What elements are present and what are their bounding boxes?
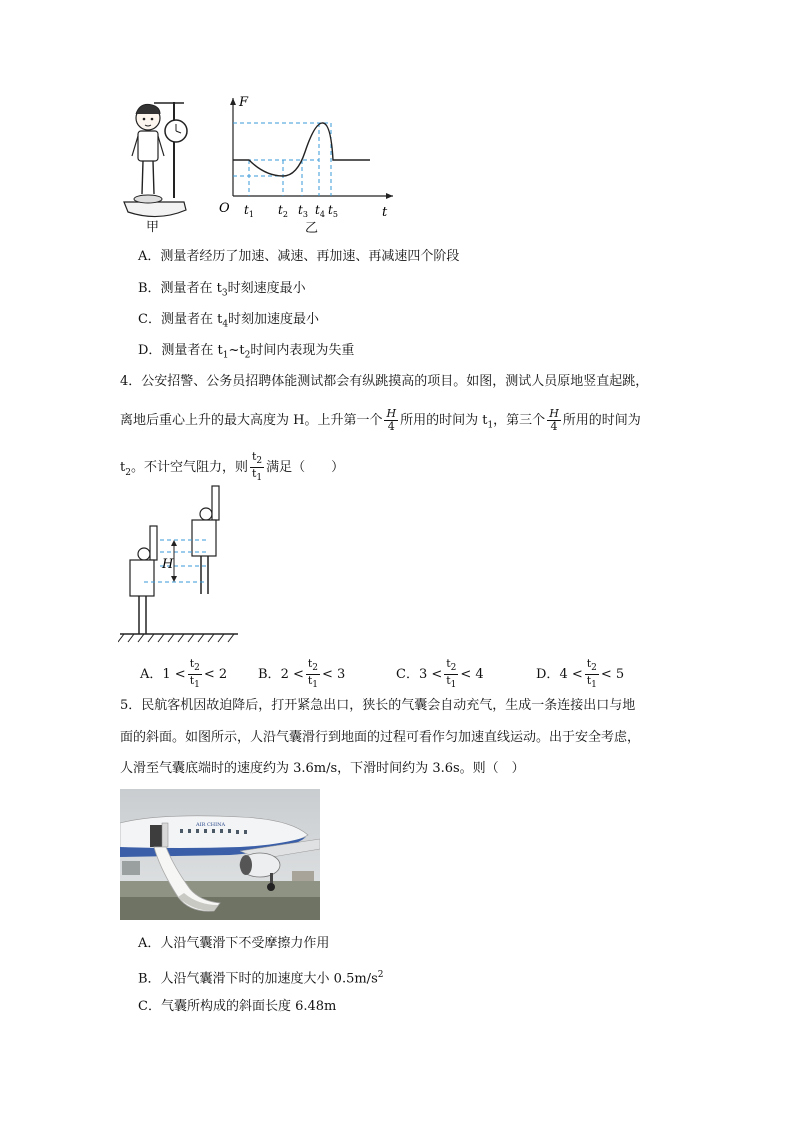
tick-t3: $t_3$ (298, 203, 308, 219)
label-H: H (162, 557, 174, 572)
q3-option-a: A．测量者经历了加速、减速、再加速、再减速四个阶段 (138, 249, 460, 264)
axis-label-F: F (239, 95, 249, 110)
q5-option-c: C．气囊所构成的斜面长度 6.48m (138, 999, 337, 1014)
q5-line-2: 面的斜面。如图所示，人沿气囊滑行到地面的过程可看作匀加速直线运动。出于安全考虑， (120, 730, 641, 745)
photo-airplane-escape-slide (120, 789, 320, 920)
figure-yi-graph (215, 92, 400, 224)
label-jia: 甲 (146, 220, 160, 235)
q3-option-d: D．测量者在 $t_1\sim t_2$时间内表现为失重 (138, 343, 355, 361)
label-yi: 乙 (305, 221, 319, 236)
q5-option-b: B．人沿气囊滑下时的加速度大小 $0.5m/s^2$ (138, 970, 384, 987)
origin-label: O (219, 201, 230, 216)
q4-line-3: $t_2$。不计空气阻力，则 $\frac{t_2}{t_1}$ 满足（ ） (120, 450, 345, 484)
q4-line-1: 4．公安招警、公务员招聘体能测试都会有纵跳摸高的项目。如图，测试人员原地竖直起跳， (120, 374, 649, 389)
fraction-h-over-4: $\frac{H}{4}$ (386, 407, 397, 433)
q5-line-1: 5．民航客机因故迫降后，打开紧急出口，狭长的气囊会自动充气，生成一条连接出口与地 (120, 698, 636, 713)
ratio-t2-t1: $\frac{t_2}{t_1}$ (251, 450, 263, 484)
airline-text: AIR CHINA (196, 822, 226, 828)
tick-t1: $t_1$ (244, 203, 254, 219)
axis-label-t: t (382, 205, 388, 220)
q3-option-c: C．测量者在 $t_4$时刻加速度最小 (138, 312, 320, 330)
fraction-h-over-4-second: $\frac{H}{4}$ (549, 407, 559, 433)
q4-option-c: C．3 < $\frac{t_2}{t_1}$ < 4 (396, 657, 484, 691)
tick-t5: $t_5$ (328, 203, 338, 219)
tick-t4: $t_4$ (315, 203, 325, 219)
q3-option-b: B．测量者在 $t_3$时刻速度最小 (138, 281, 306, 299)
q4-line-2: 离地后重心上升的最大高度为 H。上升第一个 $\frac{H}{4}$ 所用的时间为 $t_1$，第三个 $\frac{H}{4}$ 所用的时间为 (120, 407, 641, 433)
q5-option-a: A．人沿气囊滑下不受摩擦力作用 (138, 936, 330, 951)
q4-option-a: A．1 < $\frac{t_2}{t_1}$ < 2 (140, 657, 228, 691)
q4-option-d: D．4 < $\frac{t_2}{t_1}$ < 5 (536, 657, 625, 691)
figure-jia (118, 98, 198, 238)
q5-line-3: 人滑至气囊底端时的速度约为 3.6m/s，下滑时间约为 3.6s。则（ ） (120, 761, 525, 776)
q4-option-b: B．2 < $\frac{t_2}{t_1}$ < 3 (258, 657, 346, 691)
figure-vertical-jump (118, 482, 240, 644)
tick-t2: $t_2$ (278, 203, 288, 219)
